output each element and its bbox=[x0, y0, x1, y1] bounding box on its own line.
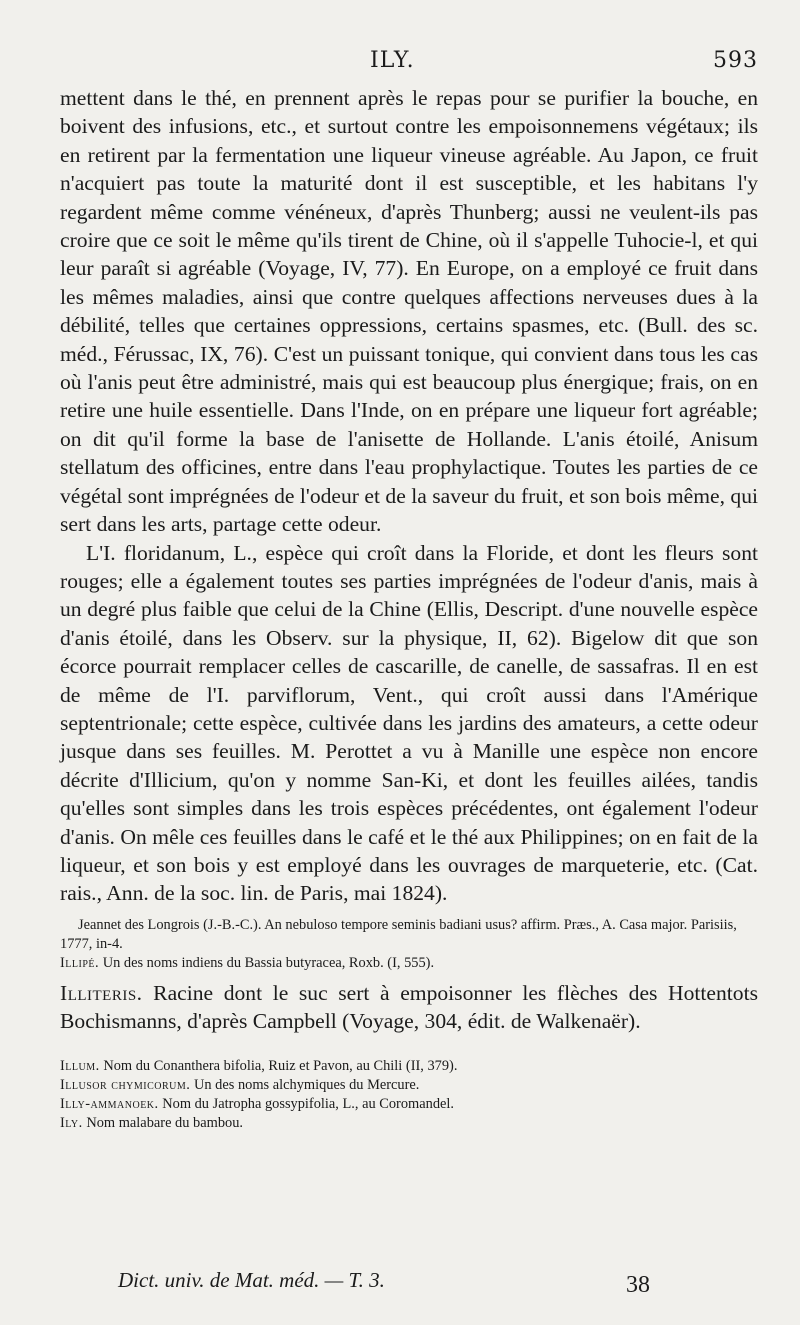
entry-text: Racine dont le suc sert à empoisonner les flèches des Hottentots Bochismanns, d'après Campbell (Voyage, 304, édit. de Walkenaër). bbox=[60, 980, 758, 1034]
page-footer bbox=[118, 1268, 740, 1298]
entry-headword: Ily. bbox=[60, 1115, 83, 1132]
entry-text: Nom malabare du bambou. bbox=[86, 1115, 243, 1132]
entry-text: Nom du Jatropha gossypifolia, L., au Coromandel. bbox=[162, 1096, 454, 1113]
dictionary-entry bbox=[60, 1076, 758, 1095]
paragraph: mettent dans le thé, en prennent après le repas pour se purifier la bouche, en boivent des infusions, etc., et surtout contre les empoisonnemens végétaux; ils en retirent par la fermentation une liqueur vineuse agréable. Au Japon, ce fruit n'acquiert pas toute la maturité dont il est susceptible, et les habitans l'y regardent même comme vénéneux, d'après Thunberg; aussi ne veulent-ils pas croire que ce soit le même qu'ils tirent de Chine, où il s'appelle Tuhocie-l, et qui leur paraît si agréable (Voyage, IV, 77). En Europe, on a employé ce fruit dans les mêmes maladies, ainsi que contre quelques affections nerveuses dues à la débilité, telles que certaines oppressions, certains spasmes, etc. (Bull. des sc. méd., Férussac, IX, 76). C'est un puissant tonique, qui convient dans tous les cas où l'anis peut être administré, mais qui est beaucoup plus énergique; frais, on en retire une huile essentielle. Dans l'Inde, on en prépare une liqueur fort agréable; on dit qu'il forme la base de l'anisette de Hollande. L'anis étoilé, Anisum stellatum des officines, entre dans l'eau prophylactique. Toutes les parties de ce végétal sont imprégnées de l'odeur et de la saveur du fruit, et son bois même, qui sert dans les arts, partage cette odeur. bbox=[60, 86, 758, 537]
entry-text: Un des noms alchymiques du Mercure. bbox=[194, 1077, 420, 1094]
running-header bbox=[60, 48, 758, 78]
dictionary-entry bbox=[60, 1114, 758, 1133]
dictionary-entry bbox=[60, 954, 758, 973]
page-number: 593 bbox=[713, 48, 758, 73]
entry-text: Un des noms indiens du Bassia butyracea, Roxb. (I, 555). bbox=[102, 954, 435, 971]
footer-dictionary-title: Dict. univ. de Mat. méd. — T. 3. bbox=[118, 1268, 385, 1292]
entry-text: Nom du Conanthera bifolia, Ruiz et Pavon, au Chili (II, 379). bbox=[103, 1058, 458, 1075]
running-title: ILY. bbox=[370, 48, 415, 73]
entry-headword: Illusor chymicorum. bbox=[60, 1077, 191, 1094]
entry-headword: Illum. bbox=[60, 1058, 100, 1075]
dictionary-entry bbox=[60, 979, 758, 1036]
main-text bbox=[60, 84, 758, 908]
entry-list bbox=[60, 1057, 758, 1133]
dictionary-entry bbox=[60, 1057, 758, 1076]
dictionary-entry bbox=[60, 1095, 758, 1114]
signature-mark: 38 bbox=[626, 1272, 650, 1298]
entry-headword: Illipé. bbox=[60, 954, 100, 971]
paragraph: L'I. floridanum, L., espèce qui croît dans la Floride, et dont les fleurs sont rouges; elle a également toutes ses parties imprégnées de l'odeur d'anis, mais à un degré plus faible que celui de la Chine (Ellis, Descript. d'une nouvelle espèce d'anis étoilé, dans les Observ. sur la physique, II, 62). Bigelow dit que son écorce pourrait remplacer celles de cascarille, de canelle, de sassafras. Il en est de même de l'I. parviflorum, Vent., qui croît aussi dans l'Amérique septentrionale; cette espèce, cultivée dans les jardins des amateurs, a cette odeur jusque dans ses feuilles. M. Perottet a vu à Manille une espèce non encore décrite d'Illicium, qu'on y nomme San-Ki, et dont les feuilles ailées, tandis qu'elles sont simples dans les trois espèces précédentes, ont également l'odeur d'anis. On mêle ces feuilles dans le café et le thé aux Philippines; on en fait de la liqueur, et son bois y est employé dans les ouvrages de marqueterie, etc. (Cat. rais., Ann. de la soc. lin. de Paris, mai 1824). bbox=[60, 540, 758, 906]
bibliographic-note: Jeannet des Longrois (J.-B.-C.). An nebuloso tempore seminis badiani usus? affirm. Præs., A. Casa major. Parisiis, 1777, in-4. bbox=[60, 916, 737, 952]
entry-headword: Illy-ammanoek. bbox=[60, 1096, 159, 1113]
entry-headword: Illiteris. bbox=[60, 980, 143, 1005]
